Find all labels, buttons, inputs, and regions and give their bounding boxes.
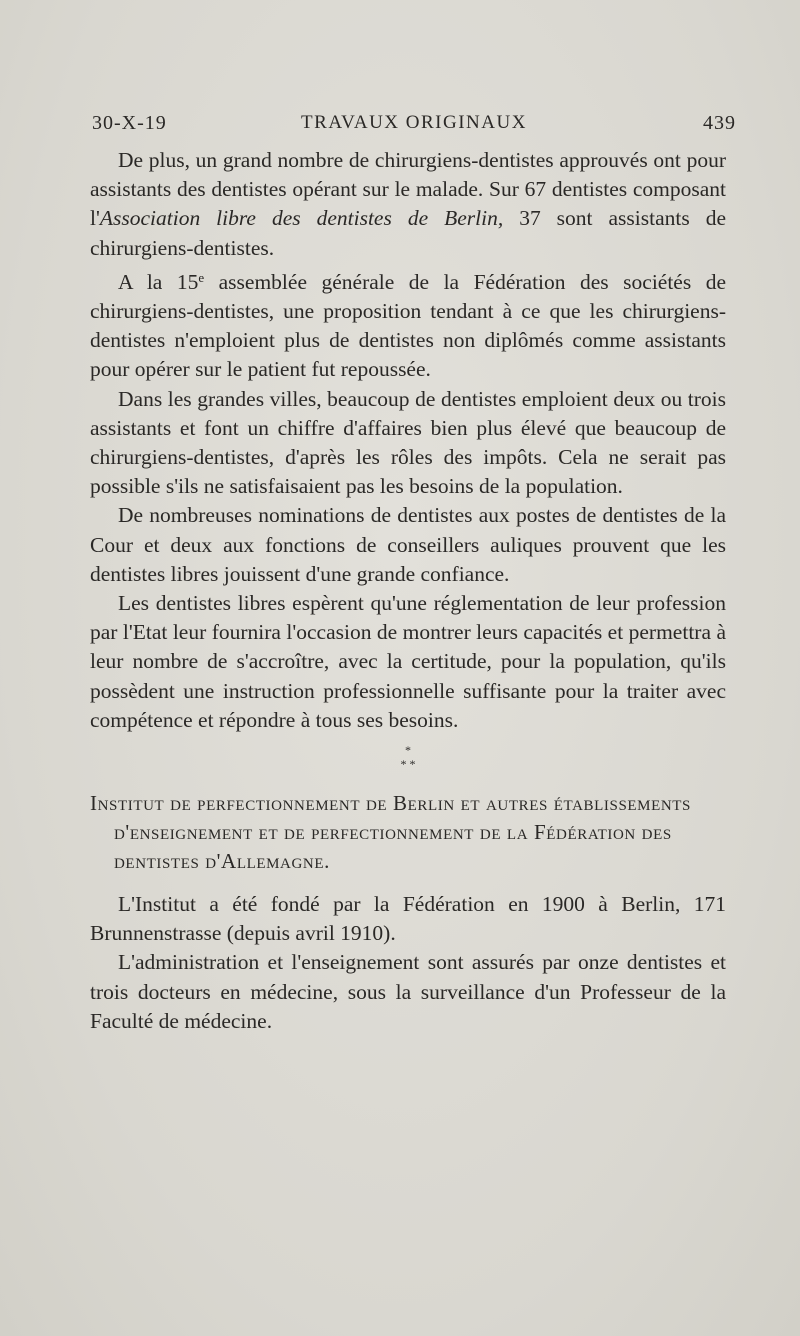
section-separator [90, 743, 726, 771]
page-number: 439 [703, 112, 736, 134]
separator-star-top: * [405, 743, 411, 758]
section-paragraph-2: L'administration et l'enseignement sont assurés par onze dentistes et trois docteurs en médecine, sous la surveillance d'un Professeur de la Faculté de médecine. [90, 950, 726, 1033]
page-body [90, 146, 726, 1036]
paragraph-2 [90, 263, 726, 385]
paragraph-1 [90, 146, 726, 263]
paragraph-4: De nombreuses nominations de dentistes aux postes de dentistes de la Cour et deux aux fonctions de conseillers auliques prouvent que les dentistes libres jouissent d'une grande confiance. [90, 503, 726, 586]
section-heading: Institut de perfectionnement de Berlin et autres établissements d'enseignement et de perfectionnement de la Fédération des dentistes d'Allemagne. [90, 791, 691, 874]
section-paragraph-1: L'Institut a été fondé par la Fédération en 1900 à Berlin, 171 Brunnenstrasse (depuis avril 1910). [90, 892, 726, 946]
running-header [92, 112, 736, 142]
paragraph-2-text-a: A la 15 [118, 269, 199, 294]
paragraph-3: Dans les grandes villes, beaucoup de dentistes emploient deux ou trois assistants et font un chiffre d'affaires bien plus élevé que beaucoup de chirurgiens-dentistes, d'après les rôles des impôts. Cela ne serait pas possible s'ils ne satisfaisaient pas les besoins de la population. [90, 386, 726, 499]
header-date: 30-X-19 [92, 112, 167, 134]
separator-stars-bottom: * * [400, 757, 416, 772]
paragraph-1-text-a: De plus, un grand nombre de chirurgiens-dentistes approuvés ont pour assistants des dentistes opérant sur le malade. Sur 67 dentistes composant l' [90, 148, 726, 231]
paragraph-1-text-b: 37 sont assistants de chirurgiens-dentistes. [90, 206, 726, 260]
association-name-italic: Association libre des dentistes de Berlin, [99, 206, 504, 231]
ordinal-superscript: e [198, 269, 205, 285]
paragraph-2-text-b: assemblée générale de la Fédération des sociétés de chirurgiens-dentistes, une proposition tendant à ce que les chirurgiens-dentistes n'emploient plus de dentistes non diplômés comme assistants pour opérer sur le patient fut repoussée. [90, 269, 727, 382]
paragraph-5: Les dentistes libres espèrent qu'une réglementation de leur profession par l'Etat leur fournira l'occasion de montrer leurs capacités et permettra à leur nombre de s'accroître, avec la certitude, pour la population, qu'ils possèdent une instruction professionnelle suffisante pour la traiter avec compétence et répondre à tous ses besoins. [90, 591, 726, 732]
header-section-title: TRAVAUX ORIGINAUX [301, 112, 527, 133]
